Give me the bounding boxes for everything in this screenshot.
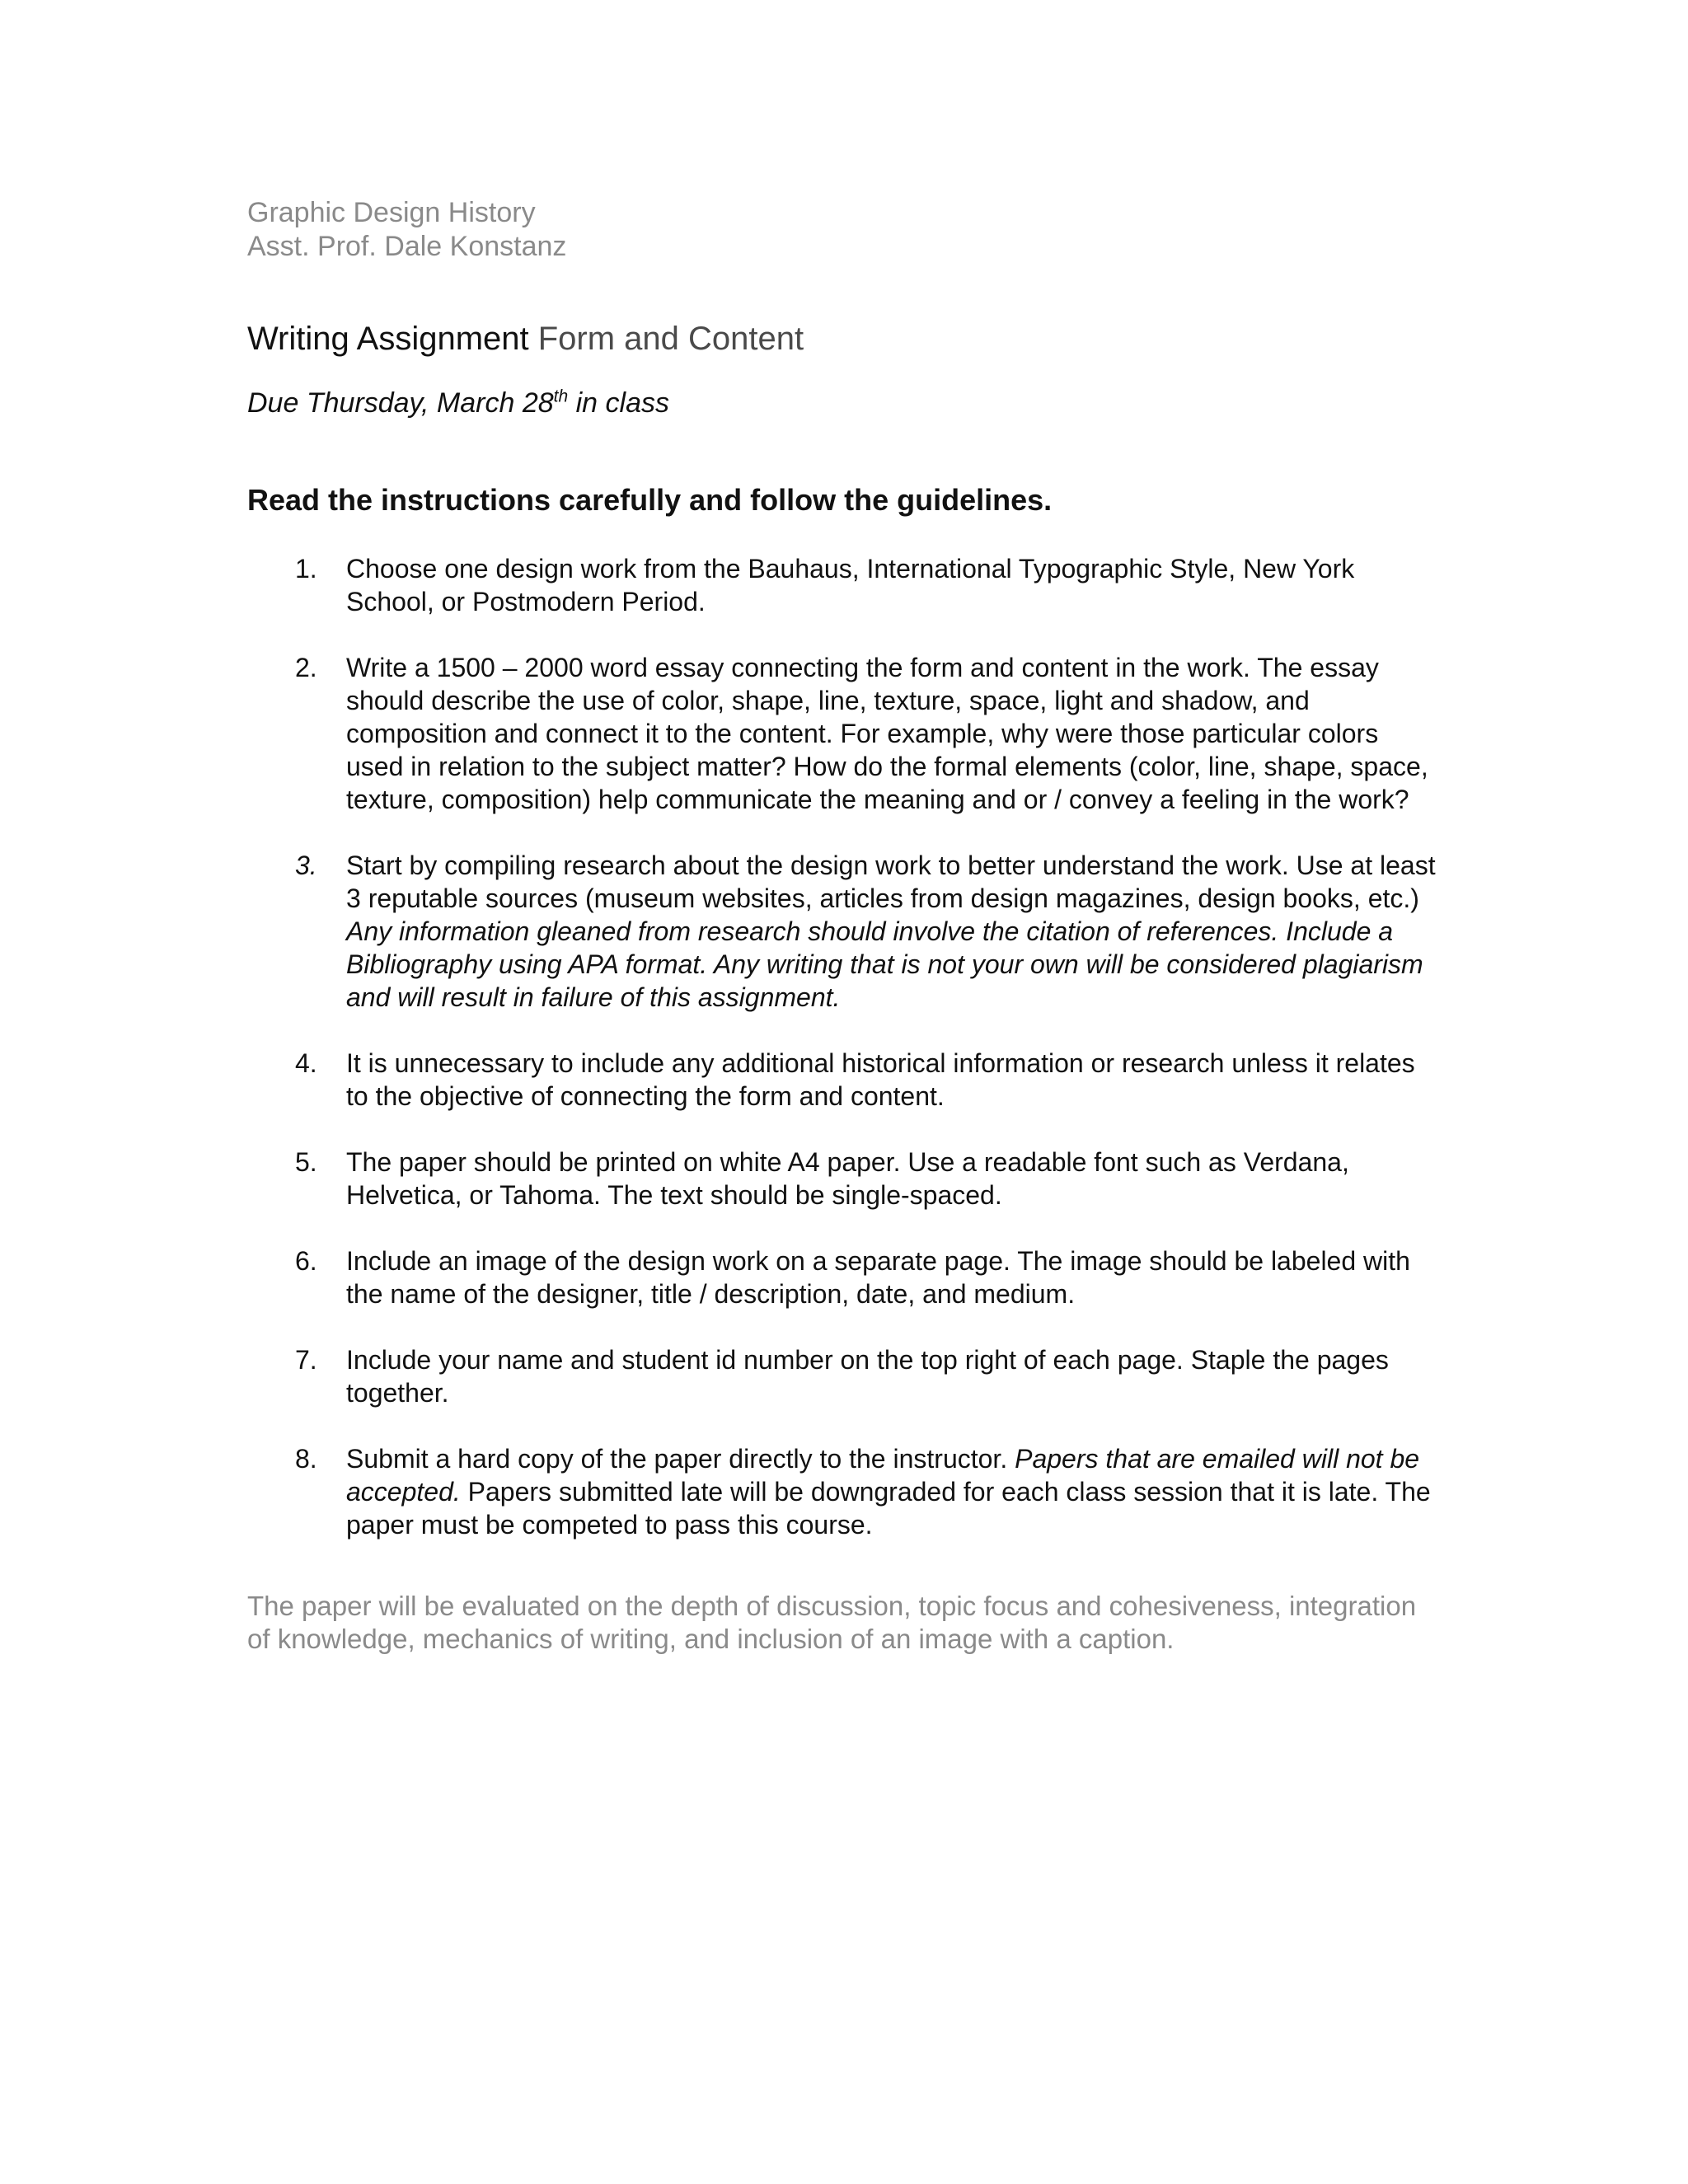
due-date-prefix: Due Thursday, March 28 bbox=[247, 387, 554, 419]
guideline-item bbox=[247, 1343, 1442, 1409]
due-date bbox=[247, 386, 1442, 420]
guideline-item bbox=[247, 849, 1442, 1014]
guideline-item bbox=[247, 651, 1442, 816]
guideline-number: 1. bbox=[295, 554, 317, 583]
guideline-number: 4. bbox=[295, 1048, 317, 1078]
guideline-item bbox=[247, 1244, 1442, 1310]
course-header bbox=[247, 196, 1442, 264]
guideline-text: Include an image of the design work on a separate page. The image should be labeled with the name of the designer, title / description, date, and medium. bbox=[346, 1246, 1410, 1309]
guideline-item bbox=[247, 1146, 1442, 1212]
assignment-title-sub: Form and Content bbox=[537, 321, 804, 357]
guideline-item bbox=[247, 1047, 1442, 1113]
guideline-number: 2. bbox=[295, 653, 317, 682]
guideline-number: 5. bbox=[295, 1147, 317, 1177]
due-date-suffix: in class bbox=[568, 387, 669, 419]
guideline-number: 7. bbox=[295, 1345, 317, 1375]
guideline-item bbox=[247, 1442, 1442, 1541]
instructor-name: Asst. Prof. Dale Konstanz bbox=[247, 231, 567, 262]
assignment-title bbox=[247, 319, 1442, 359]
guideline-text: Include your name and student id number on the top right of each page. Staple the pages together. bbox=[346, 1345, 1389, 1408]
guideline-number: 3. bbox=[295, 851, 317, 880]
guideline-text-italic: Papers that are emailed will not be accepted. bbox=[346, 1444, 1420, 1507]
guideline-text-plain-after: Papers submitted late will be downgraded for each class session that it is late. The paper must be competed to pass this course. bbox=[346, 1477, 1431, 1540]
guideline-text: The paper should be printed on white A4 paper. Use a readable font such as Verdana, Helvetica, or Tahoma. The text should be single-spaced. bbox=[346, 1147, 1349, 1210]
assignment-document bbox=[247, 196, 1442, 1656]
guidelines-list bbox=[247, 552, 1442, 1541]
guideline-text-plain: Submit a hard copy of the paper directly to the instructor. bbox=[346, 1444, 1015, 1474]
guideline-text: Choose one design work from the Bauhaus, International Typographic Style, New York School, or Postmodern Period. bbox=[346, 554, 1355, 616]
instructions-heading: Read the instructions carefully and follow the guidelines. bbox=[247, 483, 1053, 517]
guideline-number: 8. bbox=[295, 1444, 317, 1474]
assignment-title-main: Writing Assignment bbox=[247, 321, 529, 357]
course-name: Graphic Design History bbox=[247, 197, 536, 228]
evaluation-note: The paper will be evaluated on the depth of discussion, topic focus and cohesiveness, integration of knowledge, mechanics of writing, and inclusion of an image with a caption. bbox=[247, 1591, 1417, 1654]
guideline-text-plain: Start by compiling research about the design work to better understand the work. Use at least 3 reputable sources (museum websites, articles from design magazines, design books, etc.) bbox=[346, 851, 1436, 913]
guideline-text bbox=[346, 1442, 1442, 1541]
guideline-text-italic: Any information gleaned from research should involve the citation of references. Include a Bibliography using APA format. Any writing that is not your own will be considered plagiarism and will result in failure of this assignment. bbox=[346, 916, 1423, 1012]
guideline-number: 6. bbox=[295, 1246, 317, 1276]
guideline-text: It is unnecessary to include any additional historical information or research unless it relates to the objective of connecting the form and content. bbox=[346, 1048, 1415, 1111]
guideline-item bbox=[247, 552, 1442, 618]
due-date-superscript: th bbox=[553, 387, 569, 406]
guideline-text: Write a 1500 – 2000 word essay connecting the form and content in the work. The essay should describe the use of color, shape, line, texture, space, light and shadow, and composition and connect it to the content. For example, why were those particular colors used in relation to the subject matter? How do the formal elements (color, line, shape, space, texture, composition) help communicate the meaning and or / convey a feeling in the work? bbox=[346, 653, 1428, 814]
guideline-text bbox=[346, 849, 1442, 1014]
